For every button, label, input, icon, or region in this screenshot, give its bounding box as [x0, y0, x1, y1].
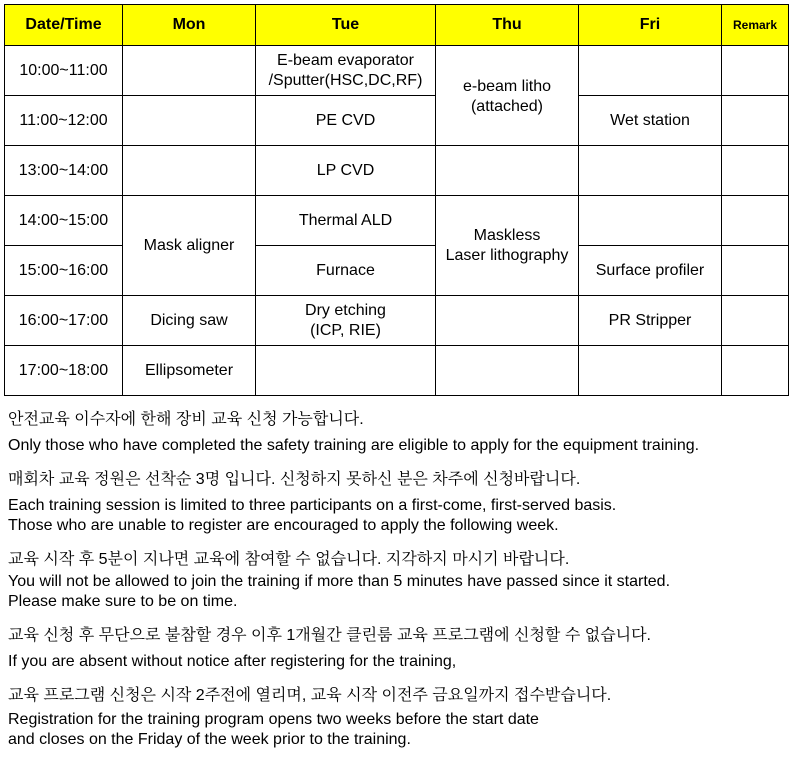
- header-tue: Tue: [256, 5, 436, 46]
- note-registration-period: [8, 686, 788, 750]
- header-remark: Remark: [722, 5, 789, 46]
- cell-line: (attached): [470, 98, 544, 115]
- fri-cell: [579, 196, 722, 246]
- mon-cell: [123, 146, 256, 196]
- header-fri: Fri: [579, 5, 722, 46]
- remark-cell: [722, 296, 789, 346]
- tue-pe-cvd-cell: PE CVD: [256, 96, 436, 146]
- header-mon: Mon: [123, 5, 256, 46]
- fri-cell: [579, 146, 722, 196]
- note-english: and closes on the Friday of the week prior to the training.: [8, 731, 411, 748]
- table-row: [5, 246, 789, 296]
- thu-ebeam-litho-cell: [436, 46, 579, 146]
- thu-cell: [436, 146, 579, 196]
- table-header-row: [5, 5, 789, 46]
- mon-cell: [123, 46, 256, 96]
- note-english: Those who are unable to register are encouraged to apply the following week.: [8, 517, 559, 534]
- tue-thermal-ald-cell: Thermal ALD: [256, 196, 436, 246]
- time-cell: 17:00~18:00: [5, 346, 123, 396]
- note-english: Only those who have completed the safety training are eligible to apply for the equipment training.: [8, 437, 700, 454]
- table-row: [5, 96, 789, 146]
- cell-line: Laser lithography: [445, 246, 569, 264]
- note-english: Each training session is limited to three participants on a first-come, first-served basis.: [8, 497, 617, 514]
- time-cell: 10:00~11:00: [5, 46, 123, 96]
- tue-furnace-cell: Furnace: [256, 246, 436, 296]
- cell-line: e-beam litho: [462, 78, 552, 95]
- fri-surface-profiler-cell: Surface profiler: [579, 246, 722, 296]
- cell-line: Maskless: [473, 226, 541, 244]
- remark-cell: [722, 46, 789, 96]
- note-korean: 매회차 교육 정원은 선착순 3명 입니다. 신청하지 못하신 분은 차주에 신청바랍니다.: [8, 471, 581, 488]
- table-row: [5, 346, 789, 396]
- cell-line: (ICP, RIE): [310, 321, 381, 339]
- note-korean: 안전교육 이수자에 한해 장비 교육 신청 가능합니다.: [8, 411, 364, 428]
- cell-line: E-beam evaporator: [277, 51, 414, 69]
- note-safety-training: [8, 410, 788, 456]
- fri-cell: [579, 346, 722, 396]
- note-english: Please make sure to be on time.: [8, 593, 238, 610]
- mon-mask-aligner-cell: Mask aligner: [123, 196, 256, 296]
- cell-line: /Sputter(HSC,DC,RF): [268, 71, 423, 89]
- note-english: If you are absent without notice after registering for the training,: [8, 653, 457, 670]
- time-cell: 11:00~12:00: [5, 96, 123, 146]
- note-capacity: [8, 470, 788, 536]
- table-row: [5, 46, 789, 96]
- tue-dry-etching-cell: [256, 296, 436, 346]
- mon-cell: [123, 96, 256, 146]
- remark-cell: [722, 196, 789, 246]
- note-korean: 교육 시작 후 5분이 지나면 교육에 참여할 수 없습니다. 지각하지 마시기 바랍니다.: [8, 551, 570, 568]
- fri-pr-stripper-cell: PR Stripper: [579, 296, 722, 346]
- note-korean: 교육 신청 후 무단으로 불참할 경우 이후 1개월간 클린룸 교육 프로그램에 신청할 수 없습니다.: [8, 627, 652, 644]
- tue-ebeam-evaporator-cell: [256, 46, 436, 96]
- tue-lp-cvd-cell: LP CVD: [256, 146, 436, 196]
- fri-wet-station-cell: Wet station: [579, 96, 722, 146]
- header-date-time: Date/Time: [5, 5, 123, 46]
- remark-cell: [722, 246, 789, 296]
- remark-cell: [722, 346, 789, 396]
- remark-cell: [722, 146, 789, 196]
- thu-maskless-cell: [436, 196, 579, 296]
- note-korean: 교육 프로그램 신청은 시작 2주전에 열리며, 교육 시작 이전주 금요일까지 접수받습니다.: [8, 687, 612, 704]
- fri-cell: [579, 46, 722, 96]
- note-english: Registration for the training program opens two weeks before the start date: [8, 711, 539, 728]
- notes-section: [8, 410, 788, 750]
- note-english: You will not be allowed to join the training if more than 5 minutes have passed since it started.: [8, 573, 671, 590]
- table-row: [5, 146, 789, 196]
- time-cell: 14:00~15:00: [5, 196, 123, 246]
- tue-cell: [256, 346, 436, 396]
- cell-line: Dry etching: [305, 301, 386, 319]
- time-cell: 13:00~14:00: [5, 146, 123, 196]
- time-cell: 16:00~17:00: [5, 296, 123, 346]
- schedule-table: [4, 4, 789, 396]
- table-row: [5, 196, 789, 246]
- thu-cell: [436, 346, 579, 396]
- note-punctuality: [8, 550, 788, 612]
- mon-ellipsometer-cell: Ellipsometer: [123, 346, 256, 396]
- header-thu: Thu: [436, 5, 579, 46]
- thu-cell: [436, 296, 579, 346]
- note-no-show: [8, 626, 788, 672]
- time-cell: 15:00~16:00: [5, 246, 123, 296]
- remark-cell: [722, 96, 789, 146]
- mon-dicing-saw-cell: Dicing saw: [123, 296, 256, 346]
- table-row: [5, 296, 789, 346]
